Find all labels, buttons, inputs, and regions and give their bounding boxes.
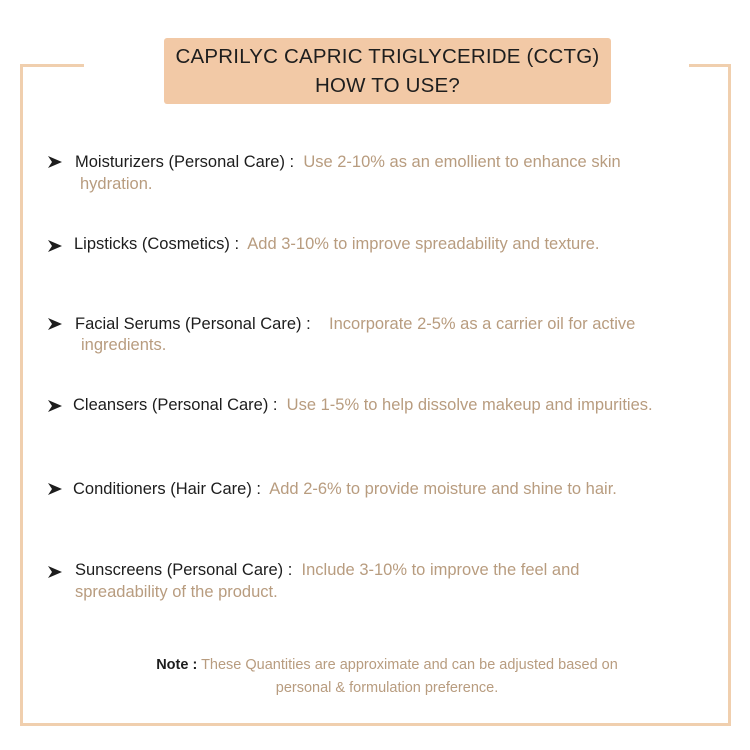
frame-right — [728, 64, 731, 726]
title-banner — [164, 38, 611, 104]
usage-item-conditioners — [73, 478, 617, 500]
arrow-bullet-icon — [48, 240, 62, 252]
usage-description: Incorporate 2-5% as a carrier oil for active — [329, 315, 636, 333]
usage-item-sunscreens — [75, 559, 579, 581]
usage-description: Add 3-10% to improve spreadability and texture. — [247, 235, 600, 253]
usage-item-cleansers — [73, 394, 653, 416]
usage-label: Lipsticks (Cosmetics) : — [74, 235, 240, 253]
frame-bottom — [20, 723, 731, 726]
arrow-bullet-icon — [48, 400, 62, 412]
arrow-bullet-icon — [48, 483, 62, 495]
usage-description-continued: spreadability of the product. — [75, 583, 278, 601]
note-text-continued: personal & formulation preference. — [275, 680, 499, 696]
title-line-1: CAPRILYC CAPRIC TRIGLYCERIDE (CCTG) — [175, 45, 600, 68]
usage-description: Add 2-6% to provide moisture and shine to hair. — [269, 480, 617, 498]
usage-description-continued: ingredients. — [81, 336, 167, 354]
usage-description: Include 3-10% to improve the feel and — [301, 561, 580, 579]
frame-top-right — [689, 64, 731, 67]
frame-left — [20, 64, 23, 726]
usage-label: Cleansers (Personal Care) : — [73, 396, 278, 414]
usage-label: Facial Serums (Personal Care) : — [75, 315, 311, 333]
arrow-bullet-icon — [48, 318, 62, 330]
usage-label: Moisturizers (Personal Care) : — [75, 153, 295, 171]
usage-item-facial-serums — [75, 313, 635, 335]
footnote — [60, 654, 714, 700]
usage-label: Conditioners (Hair Care) : — [73, 480, 261, 498]
usage-item-moisturizers — [75, 151, 621, 173]
usage-description: Use 1-5% to help dissolve makeup and impurities. — [286, 396, 653, 414]
arrow-bullet-icon — [48, 566, 62, 578]
title-line-2: HOW TO USE? — [315, 74, 460, 97]
usage-item-lipsticks — [74, 233, 600, 255]
note-label: Note : — [156, 657, 198, 673]
arrow-bullet-icon — [48, 156, 62, 168]
note-text: These Quantities are approximate and can be adjusted based on — [201, 657, 618, 673]
usage-description-continued: hydration. — [80, 175, 153, 193]
frame-top-left — [20, 64, 84, 67]
usage-label: Sunscreens (Personal Care) : — [75, 561, 293, 579]
usage-description: Use 2-10% as an emollient to enhance skin — [303, 153, 621, 171]
